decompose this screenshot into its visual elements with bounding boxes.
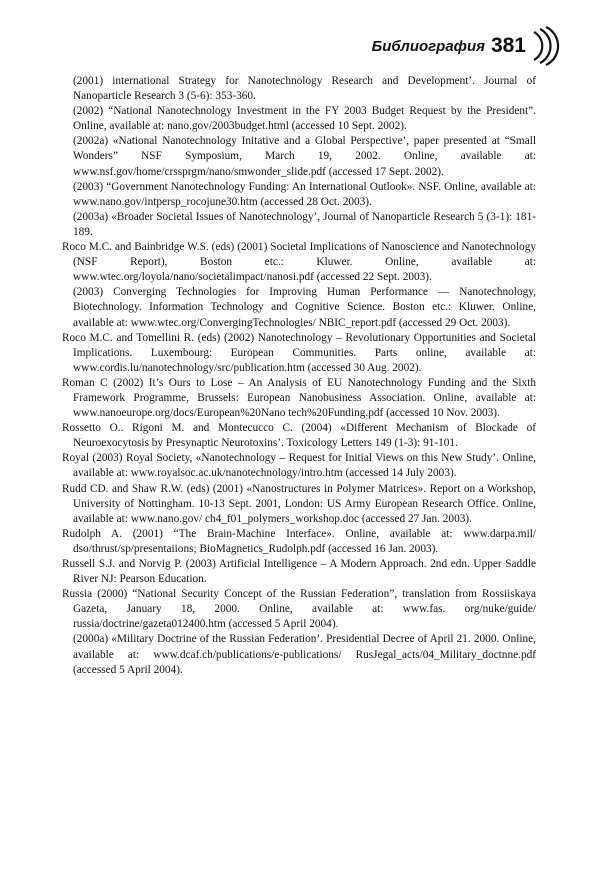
page-number-arcs-icon: [532, 26, 560, 66]
running-header: [372, 26, 560, 66]
bibliography-entry: (2003) Converging Technologies for Improving Human Performance — Nanotechnology, Biotechnology. Information Technology and Cognitive Science. Boston etc.: Kluwer. Online, available at: www.wtec.org/ConvergingTechnologies/ NBIC_report.pdf (accessed 29 Oct. 2003).: [73, 286, 536, 329]
bibliography-entry: (2000a) «Military Doctrine of the Russian Federation’. Presidential Decree of April 21. 2000. Online, available at: www.dcaf.ch/publications/e-publications/ RusJegal_acts/04_Military_doctnne.pdf (accessed 5 April 2004).: [73, 633, 536, 676]
bibliography-entry: Russia (2000) “National Security Concept of the Russian Federation”, translation from Rossiiskaya Gazeta, January 18, 2000. Online, available at: www.fas. org/nuke/guide/ russia/doctrine/gazeta012400.htm (accessed 5 April 2004).: [62, 588, 536, 631]
bibliography-entry: (2002a) «National Nanotechnology Initative and a Global Perspective’, paper presented at “Small Wonders” NSF Symposium, March 19, 2002. Online, available at: www.nsf.gov/home/crssprgm/nano/smwonder_slide.pdf (accessed 17 Sept. 2002).: [73, 135, 536, 178]
bibliography-entry: Rossetto O.. Rigoni M. and Montecucco C. (2004) «Different Mechanism of Blockade of Neuroexocytosis by Presynaptic Neurotoxins’. Toxicology Letters 149 (1-3): 91-101.: [62, 422, 536, 450]
bibliography-entry: Russell S.J. and Norvig P. (2003) Artificial Intelligence – A Modern Approach. 2nd edn. Upper Saddle River NJ: Pearson Education.: [62, 558, 536, 586]
bibliography-entry: Roco M.C. and Bainbridge W.S. (eds) (2001) Societal Implications of Nanoscience and Nanotechnology (NSF Report), Boston etc.: Kluwer. Online, available at: www.wtec.org/loyola/nano/societalimpact/nanosi.pdf (accessed 22 Sept. 2003).: [62, 241, 536, 284]
bibliography-entry: (2003) “Government Nanotechnology Funding: An International Outlook». NSF. Online, available at: www.nano.gov/intpersp_rocojune30.htm (accessed 28 Oct. 2003).: [73, 180, 536, 208]
bibliography-entry: (2003a) «Broader Societal Issues of Nanotechnology’, Journal of Nanoparticle Research 5 (3-1): 181-189.: [73, 210, 536, 238]
bibliography-entry: (2002) “National Nanotechnology Investment in the FY 2003 Budget Request by the President”. Online, available at: nano.gov/2003budget.html (accessed 10 Sept. 2002).: [73, 105, 536, 133]
bibliography-entry: Roman C (2002) It’s Ours to Lose – An Analysis of EU Nanotechnology Funding and the Sixth Framework Programme, Brussels: European Nanobusiness Association. Online, available at: www.nanoeurope.org/docs/European%20Nano tech%20Funding.pdf (accessed 10 Nov. 2003).: [62, 376, 536, 420]
bibliography-entry: (2001) international Strategy for Nanotechnology Research and Development’. Journal of Nanoparticle Research 3 (5-6): 353-360.: [73, 75, 536, 103]
bibliography-entry: Rudolph A. (2001) “The Brain-Machine Interface». Online, available at: www.darpa.mil/ dso/thrust/sp/presentaiions; BioMagnetics_Rudolph.pdf (accessed 16 Jan. 2003).: [62, 527, 536, 555]
running-header-title: Библиография: [371, 37, 485, 55]
page-number: 381: [490, 34, 526, 57]
bibliography-entry: Rudd CD. and Shaw R.W. (eds) (2001) «Nanostructures in Polymer Matrices». Report on a Workshop, University of Nottingham. 10-13 Sept. 2001, London: US Army European Research Office. Online, available at: www.nano.gov/ ch4_f01_polymers_workshop.doc (accessed 27 Jan. 2003).: [62, 482, 536, 525]
bibliography-entry: Royal (2003) Royal Society, «Nanotechnology – Request for Initial Views on this New Study’. Online, available at: www.royalsoc.ac.uk/nanotechnology/intro.htm (accessed 14 July 2003).: [62, 452, 536, 480]
bibliography-list: [62, 74, 536, 678]
bibliography-entry: Roco M.C. and Tomellini R. (eds) (2002) Nanotechnology – Revolutionary Opportunities and Societal Implications. Luxembourg: European Communities. Parts online, available at: www.cordis.lu/nanotechnology/src/publication.htm (accessed 30 Aug. 2002).: [62, 331, 536, 374]
